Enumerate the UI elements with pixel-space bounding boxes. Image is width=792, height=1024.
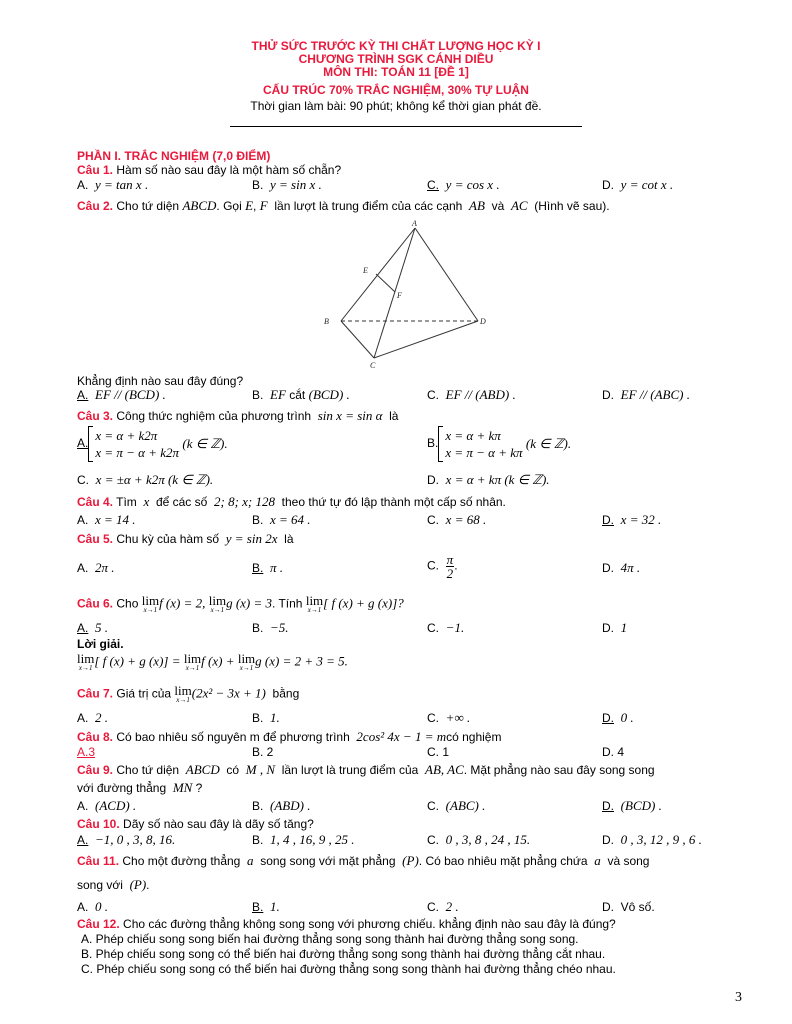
header-rule bbox=[230, 126, 582, 127]
label-A: A bbox=[412, 219, 417, 228]
question-7: Câu 7. Giá trị của lim x→1 (2x² − 3x + 1) bằng bbox=[77, 683, 300, 704]
q9-option-a[interactable]: A. (ACD) . bbox=[77, 798, 137, 813]
q2-ask: Khẳng định nào sau đây đúng? bbox=[77, 374, 244, 388]
section-title: PHẦN I. TRẮC NGHIỆM (7,0 ĐIỂM) bbox=[77, 149, 271, 163]
question-11: Câu 11. Cho một đường thẳng a song song với mặt phẳng (P). Có bao nhiêu mặt phẳng chứa a và song bbox=[77, 853, 650, 868]
label-B: B bbox=[324, 317, 329, 326]
q5-option-b[interactable]: B. π . bbox=[252, 560, 284, 575]
q11-option-a[interactable]: A. 0 . bbox=[77, 899, 109, 914]
question-3: Câu 3. Công thức nghiệm của phương trình sin x = sin α là bbox=[77, 408, 399, 423]
q6-option-a[interactable]: A. 5 . bbox=[77, 620, 109, 635]
q6-solution: lim x→1 [ f (x) + g (x)] = lim x→1 f (x) + lim x→1 g (x) = 2 + 3 = 5. bbox=[77, 651, 348, 672]
q6-option-d[interactable]: D. 1 bbox=[602, 620, 628, 635]
label-C: C bbox=[370, 361, 376, 370]
label-D: D bbox=[480, 317, 486, 326]
q8-option-d[interactable]: D. 4 bbox=[602, 745, 625, 759]
q2-option-d[interactable]: D. EF // (ABC) . bbox=[602, 387, 690, 402]
q4-option-a[interactable]: A. x = 14 . bbox=[77, 512, 136, 527]
q12-option-a[interactable]: A. Phép chiếu song song biến hai đường thẳng song song thành hai đường thẳng song song. bbox=[81, 932, 579, 946]
tetrahedron-figure bbox=[318, 218, 493, 370]
question-4: Câu 4. Tìm x để các số 2; 8; x; 128 theo thứ tự đó lập thành một cấp số nhân. bbox=[77, 494, 506, 509]
q10-option-d[interactable]: D. 0 , 3, 12 , 9 , 6 . bbox=[602, 832, 702, 847]
q12-option-c[interactable]: C. Phép chiếu song song có thể biến hai đường thẳng song song thành hai đường thẳng chéo nhau. bbox=[81, 962, 616, 976]
edge-AD bbox=[415, 228, 478, 321]
q10-option-b[interactable]: B. 1, 4 , 16, 9 , 25 . bbox=[252, 832, 355, 847]
header-line-5: Thời gian làm bài: 90 phút; không kể thời gian phát đề. bbox=[250, 99, 542, 113]
q4-option-d[interactable]: D. x = 32 . bbox=[602, 512, 662, 527]
q3-option-b[interactable]: B. x = α + kπ x = π − α + kπ (k ∈ ℤ). bbox=[427, 428, 572, 460]
label-E: E bbox=[363, 266, 368, 275]
solution-label: Lời giải. bbox=[77, 637, 124, 651]
q5-option-c[interactable]: C. $\frac{\pi}{2}$ . bbox=[427, 552, 458, 581]
edge-BC bbox=[341, 321, 374, 358]
q8-option-b[interactable]: B. 2 bbox=[252, 745, 274, 759]
q6-option-c[interactable]: C. −1. bbox=[427, 620, 465, 635]
q11-option-c[interactable]: C. 2 . bbox=[427, 899, 459, 914]
q3-option-c[interactable]: C. x = ±α + k2π (k ∈ ℤ). bbox=[77, 472, 214, 487]
edge-AC bbox=[374, 228, 415, 358]
header-line-1: THỬ SỨC TRƯỚC KỲ THI CHẤT LƯỢNG HỌC KỲ I bbox=[251, 39, 541, 53]
q7-option-a[interactable]: A. 2 . bbox=[77, 710, 109, 725]
question-5: Câu 5. Chu kỳ của hàm số y = sin 2x là bbox=[77, 531, 294, 546]
q5-option-d[interactable]: D. 4π . bbox=[602, 560, 641, 575]
question-2: Câu 2. Cho tứ diện ABCD. Gọi E, F lần lượt là trung điểm của các cạnh AB và AC (Hình vẽ sau). bbox=[77, 198, 610, 213]
q3-option-d[interactable]: D. x = α + kπ (k ∈ ℤ). bbox=[427, 472, 550, 487]
q1-option-b[interactable]: B. y = sin x . bbox=[252, 177, 322, 192]
question-12: Câu 12. Cho các đường thẳng không song song với phương chiếu. khẳng định nào sau đây là đúng? bbox=[77, 917, 616, 931]
segment-EF bbox=[376, 274, 395, 292]
q9-option-c[interactable]: C. (ABC) . bbox=[427, 798, 486, 813]
question-1 bbox=[77, 163, 341, 177]
q3-option-a[interactable]: A. x = α + k2π x = π − α + k2π (k ∈ ℤ). bbox=[77, 428, 228, 460]
q11-option-d[interactable]: D. Vô số. bbox=[602, 900, 655, 914]
page-number: 3 bbox=[735, 990, 742, 1005]
q8-option-c[interactable]: C. 1 bbox=[427, 745, 450, 759]
q7-option-d[interactable]: D. 0 . bbox=[602, 710, 634, 725]
q8-option-a[interactable]: A.3 bbox=[77, 745, 96, 759]
q7-option-b[interactable]: B. 1. bbox=[252, 710, 280, 725]
question-10: Câu 10. Dãy số nào sau đây là dãy số tăng? bbox=[77, 817, 314, 831]
q5-option-a[interactable]: A. 2π . bbox=[77, 560, 115, 575]
header-line-2: CHƯƠNG TRÌNH SGK CÁNH DIỀU bbox=[298, 52, 494, 66]
header-line-3: MÔN THI: TOÁN 11 [ĐỀ 1] bbox=[323, 65, 469, 79]
q9-option-b[interactable]: B. (ABD) . bbox=[252, 798, 311, 813]
question-9: Câu 9. Cho tứ diện ABCD có M , N lần lượt là trung điểm của AB, AC. Mặt phẳng nào sau đây song song bbox=[77, 762, 655, 777]
q1-option-a[interactable]: A. y = tan x . bbox=[77, 177, 149, 192]
q2-option-c[interactable]: C. EF // (ABD) . bbox=[427, 387, 516, 402]
question-text: Hàm số nào sau đây là một hàm số chẵn? bbox=[116, 163, 342, 177]
question-6: Câu 6. Cho lim x→1 f (x) = 2, lim x→1 g (x) = 3. Tính lim x→1 [ f (x) + g (x)]? bbox=[77, 593, 404, 614]
header-line-4: CẤU TRÚC 70% TRẮC NGHIỆM, 30% TỰ LUẬN bbox=[263, 83, 529, 97]
q4-option-c[interactable]: C. x = 68 . bbox=[427, 512, 487, 527]
q2-option-b[interactable]: B. EF cắt (BCD) . bbox=[252, 387, 350, 402]
q7-option-c[interactable]: C. +∞ . bbox=[427, 710, 471, 725]
question-9-line-2: với đường thẳng MN ? bbox=[77, 780, 203, 795]
q1-option-d[interactable]: D. y = cot x . bbox=[602, 177, 674, 192]
q11-option-b[interactable]: B. 1. bbox=[252, 899, 280, 914]
q12-option-b[interactable]: B. Phép chiếu song song có thể biến hai đường thẳng song song thành hai đường thẳng cắt nhau. bbox=[81, 947, 606, 961]
q9-option-d[interactable]: D. (BCD) . bbox=[602, 798, 662, 813]
edge-CD bbox=[374, 321, 478, 358]
label-F: F bbox=[397, 291, 402, 300]
edge-AB bbox=[341, 228, 415, 321]
question-label: Câu 1. bbox=[77, 163, 114, 177]
q4-option-b[interactable]: B. x = 64 . bbox=[252, 512, 311, 527]
q10-option-a[interactable]: A. −1, 0 , 3, 8, 16. bbox=[77, 832, 176, 847]
q6-option-b[interactable]: B. −5. bbox=[252, 620, 289, 635]
q2-option-a[interactable]: A. EF // (BCD) . bbox=[77, 387, 166, 402]
question-11-line-2: song với (P). bbox=[77, 877, 150, 892]
q10-option-c[interactable]: C. 0 , 3, 8 , 24 , 15. bbox=[427, 832, 531, 847]
question-8: Câu 8. Có bao nhiêu số nguyên m để phương trình 2cos² 4x − 1 = mcó nghiệm bbox=[77, 729, 502, 744]
q1-option-c[interactable]: C. y = cos x . bbox=[427, 177, 500, 192]
